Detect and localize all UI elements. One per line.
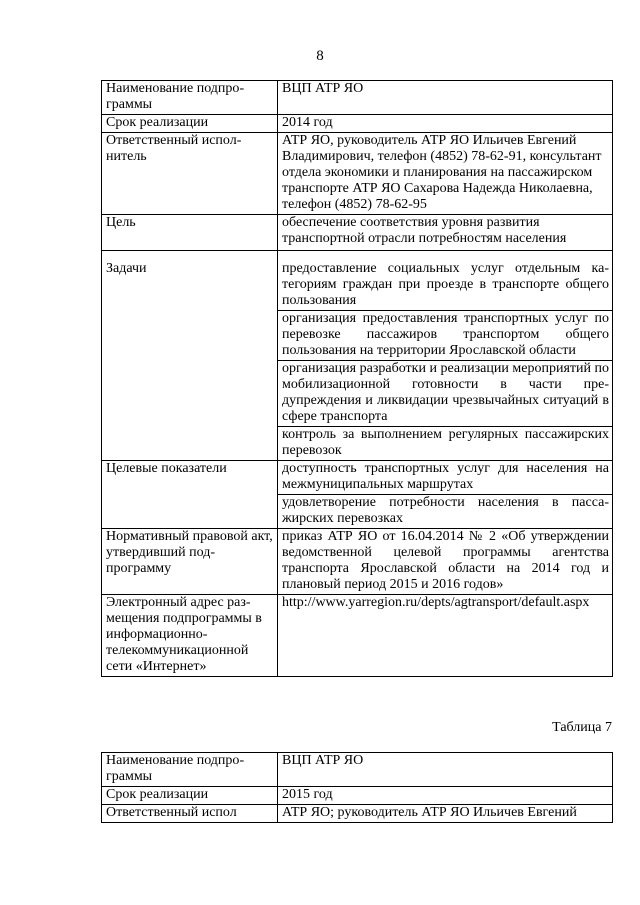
row-label-indicators: Целевые показатели	[102, 461, 278, 529]
row-value-legal-act: приказ АТР ЯО от 16.04.2014 № 2 «Об утверждении ведомственной целевой программы агентства транспорта Ярославской области на 2014 год и плановый период 2015 и 2016 годов»	[278, 529, 613, 595]
table-row	[102, 115, 613, 133]
row-label-executor: Ответственный испол	[102, 805, 278, 823]
indicator-item: доступность транспортных услуг для населения на межмуниципальных маршрутах	[278, 461, 613, 495]
table-row	[102, 595, 613, 677]
row-value-executor: АТР ЯО, руководитель АТР ЯО Ильичев Евгений Владимирович, телефон (4852) 78-62-91, консультант отдела экономики и планирования на пассажирском транспорте АТР ЯО Сахарова Надежда Николаевна, телефон (4852) 78-62-95	[278, 133, 613, 215]
page-number: 8	[316, 48, 324, 64]
row-label-name: Наименование подпрограммы	[102, 753, 278, 787]
row-label-executor: Ответственный исполнитель	[102, 133, 278, 215]
row-label-legal-act: Нормативный правовой акт, утвердивший подпрограмму	[102, 529, 278, 595]
subprogram-passport-table-2014	[101, 80, 613, 677]
row-label-name: Наименование подпрограммы	[102, 81, 278, 115]
row-value-name: ВЦП АТР ЯО	[278, 81, 613, 115]
table-caption: Таблица 7	[552, 720, 612, 735]
table-row	[102, 133, 613, 215]
table-row	[102, 787, 613, 805]
row-value-url: http://www.yarregion.ru/depts/agtransport/default.aspx	[278, 595, 613, 677]
row-label-goal: Цель	[102, 215, 278, 251]
table-row	[102, 529, 613, 595]
table-row	[102, 215, 613, 251]
row-value-period: 2014 год	[278, 115, 613, 133]
row-value-executor: АТР ЯО; руководитель АТР ЯО Ильичев Евгений	[278, 805, 613, 823]
row-value-period: 2015 год	[278, 787, 613, 805]
task-item: организация разработки и реализации мероприятий по мобилизационной готовности в части предупреждения и ликвидации чрезвычайных ситуаций в сфере транспорта	[278, 361, 613, 427]
table-row	[102, 81, 613, 115]
table-row	[102, 461, 613, 495]
row-value-name: ВЦП АТР ЯО	[278, 753, 613, 787]
row-label-tasks: Задачи	[102, 251, 278, 461]
table-row	[102, 805, 613, 823]
row-label-url: Электронный адрес размещения подпрограммы в информационно-телекоммуникационной сети «Интернет»	[102, 595, 278, 677]
task-item: организация предоставления транспортных услуг по перевозке пассажиров транспортом общего пользования на территории Ярославской области	[278, 311, 613, 361]
indicator-item: удовлетворение потребности населения в пассажирских перевозках	[278, 495, 613, 529]
table-row	[102, 251, 613, 311]
table-row	[102, 753, 613, 787]
subprogram-passport-table-2015	[101, 752, 613, 823]
row-label-period: Срок реализации	[102, 787, 278, 805]
row-label-period: Срок реализации	[102, 115, 278, 133]
row-value-goal: обеспечение соответствия уровня развития транспортной отрасли потребностям населения	[278, 215, 613, 251]
task-item: контроль за выполнением регулярных пассажирских перевозок	[278, 427, 613, 461]
task-item: предоставление социальных услуг отдельным категориям граждан при проезде в транспорте общего пользования	[278, 251, 613, 311]
